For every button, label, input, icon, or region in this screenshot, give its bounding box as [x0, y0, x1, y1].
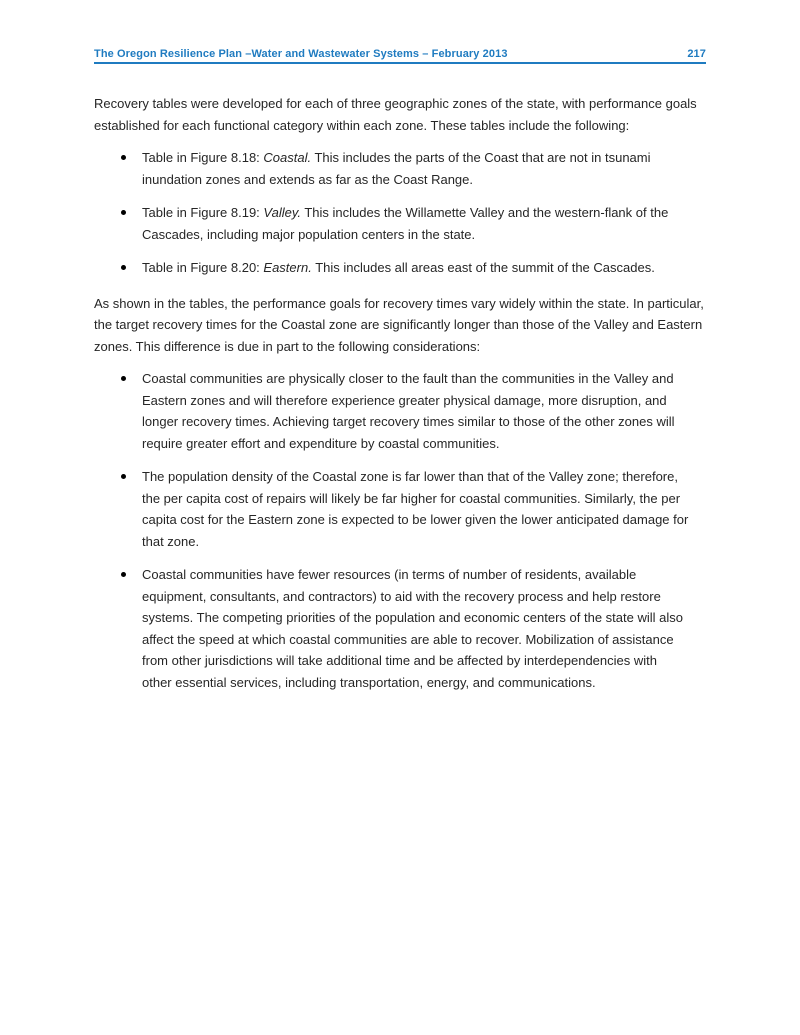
list-item: [94, 147, 690, 190]
figure-item-zone: Eastern.: [263, 260, 312, 275]
list-item: [94, 257, 690, 279]
page-number: 217: [687, 48, 706, 60]
list-item: [94, 564, 690, 693]
figure-item-prefix: Table in Figure 8.19:: [142, 205, 264, 220]
list-item-text: Coastal communities have fewer resources (in terms of number of residents, available equipment, consultants, and contractors) to aid with the recovery process and help restore systems. The competing priorities of the population and economic centers of the state will also affect the speed at which coastal communities are able to recover. Mobilization of assistance from other jurisdictions will take additional time and be affected by interdependencies with other essential services, including transportation, energy, and communications.: [142, 567, 683, 690]
list-item-text: [142, 150, 651, 187]
figure-item-rest: This includes all areas east of the summit of the Cascades.: [311, 260, 655, 275]
figure-item-prefix: Table in Figure 8.20:: [142, 260, 264, 275]
bullet-icon: [121, 474, 126, 479]
list-item-text: [142, 260, 655, 275]
figure-item-zone: Coastal.: [263, 150, 312, 165]
list-item: [94, 368, 690, 454]
figure-tables-list: [94, 147, 706, 293]
list-item: [94, 466, 690, 552]
paragraph-performance-goals: As shown in the tables, the performance goals for recovery times vary widely within the state. In particular, the target recovery times for the Coastal zone are significantly longer than those of the Valley and Eastern zones. This difference is due in part to the following considerations:: [94, 295, 704, 354]
page-body: [94, 93, 706, 707]
figure-item-rest: This includes the parts of the Coast that are not in tsunami inundation zones and extends as far as the Coast Range.: [142, 150, 651, 187]
list-item: [94, 202, 690, 245]
list-item-text: [142, 205, 668, 242]
considerations-list: [94, 368, 706, 707]
page-header: [94, 48, 706, 64]
list-item-text: Coastal communities are physically closer to the fault than the communities in the Valley and Eastern zones and will therefore experience greater physical damage, more disruption, and longer recovery times. Achieving target recovery times similar to those of the other zones will require greater effort and expenditure by coastal communities.: [142, 371, 675, 451]
bullet-icon: [121, 210, 126, 215]
bullet-icon: [121, 155, 126, 160]
paragraph-recovery-tables: Recovery tables were developed for each of three geographic zones of the state, with performance goals established for each functional category within each zone. These tables include the following:: [94, 96, 697, 133]
bullet-icon: [121, 265, 126, 270]
figure-item-zone: Valley.: [263, 205, 301, 220]
figure-item-prefix: Table in Figure 8.18:: [142, 150, 264, 165]
bullet-icon: [121, 572, 126, 577]
list-item-text: The population density of the Coastal zone is far lower than that of the Valley zone; therefore, the per capita cost of repairs will likely be far higher for coastal communities. Similarly, the per capita cost for the Eastern zone is expected to be lower given the lower anticipated damage for that zone.: [142, 469, 689, 549]
document-title: The Oregon Resilience Plan –Water and Wastewater Systems – February 2013: [94, 48, 508, 60]
bullet-icon: [121, 376, 126, 381]
figure-item-rest: This includes the Willamette Valley and the western-flank of the Cascades, including major population centers in the state.: [142, 205, 669, 242]
